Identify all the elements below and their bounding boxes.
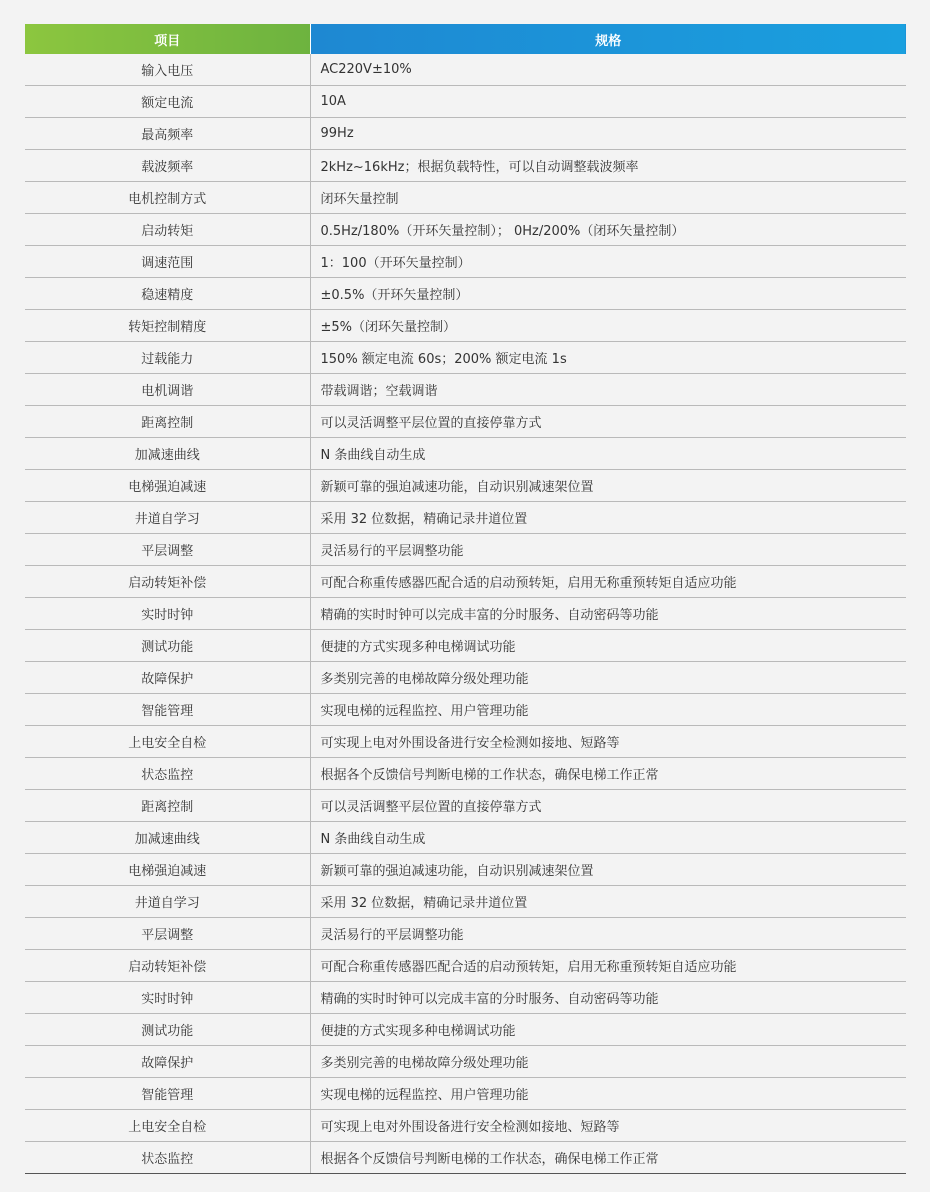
item-cell: 额定电流 (25, 86, 310, 118)
table-row (25, 918, 906, 950)
item-cell: 调速范围 (25, 246, 310, 278)
spec-table (25, 24, 906, 1174)
table-row (25, 1046, 906, 1078)
spec-cell: 10A (310, 86, 906, 118)
spec-cell: 0.5Hz/180%（开环矢量控制）； 0Hz/200%（闭环矢量控制） (310, 214, 906, 246)
item-cell: 电机调谐 (25, 374, 310, 406)
item-cell: 故障保护 (25, 662, 310, 694)
table-row (25, 118, 906, 150)
item-cell: 状态监控 (25, 758, 310, 790)
table-row (25, 310, 906, 342)
spec-cell: ±5%（闭环矢量控制） (310, 310, 906, 342)
table-row (25, 982, 906, 1014)
item-cell: 测试功能 (25, 630, 310, 662)
item-cell: 启动转矩补偿 (25, 566, 310, 598)
table-row (25, 758, 906, 790)
spec-cell: 可以灵活调整平层位置的直接停靠方式 (310, 406, 906, 438)
table-row (25, 726, 906, 758)
spec-cell: 便捷的方式实现多种电梯调试功能 (310, 1014, 906, 1046)
item-cell: 启动转矩 (25, 214, 310, 246)
table-row (25, 694, 906, 726)
table-row (25, 246, 906, 278)
item-cell: 井道自学习 (25, 502, 310, 534)
item-cell: 测试功能 (25, 1014, 310, 1046)
table-row (25, 790, 906, 822)
spec-cell: 根据各个反馈信号判断电梯的工作状态，确保电梯工作正常 (310, 758, 906, 790)
table-body (25, 54, 906, 1174)
table-row (25, 342, 906, 374)
spec-cell: 灵活易行的平层调整功能 (310, 534, 906, 566)
spec-cell: 1：100（开环矢量控制） (310, 246, 906, 278)
table-row (25, 886, 906, 918)
item-cell: 实时时钟 (25, 598, 310, 630)
table-row (25, 534, 906, 566)
spec-cell: 新颖可靠的强迫减速功能，自动识别减速架位置 (310, 470, 906, 502)
table-row (25, 470, 906, 502)
table-row (25, 406, 906, 438)
spec-cell: 多类别完善的电梯故障分级处理功能 (310, 1046, 906, 1078)
table-row (25, 566, 906, 598)
table-row (25, 822, 906, 854)
table-row (25, 86, 906, 118)
spec-cell: 采用 32 位数据，精确记录井道位置 (310, 886, 906, 918)
item-cell: 距离控制 (25, 790, 310, 822)
item-cell: 加减速曲线 (25, 822, 310, 854)
table-row (25, 1078, 906, 1110)
spec-cell: 闭环矢量控制 (310, 182, 906, 214)
spec-cell: N 条曲线自动生成 (310, 822, 906, 854)
spec-cell: N 条曲线自动生成 (310, 438, 906, 470)
table-row (25, 1110, 906, 1142)
spec-cell: 新颖可靠的强迫减速功能，自动识别减速架位置 (310, 854, 906, 886)
spec-cell: 精确的实时时钟可以完成丰富的分时服务、自动密码等功能 (310, 982, 906, 1014)
item-cell: 距离控制 (25, 406, 310, 438)
table-row (25, 598, 906, 630)
table-header (25, 24, 906, 54)
table-row (25, 374, 906, 406)
table-row (25, 150, 906, 182)
table-row (25, 854, 906, 886)
item-cell: 状态监控 (25, 1142, 310, 1174)
spec-cell: 采用 32 位数据，精确记录井道位置 (310, 502, 906, 534)
table-row (25, 1142, 906, 1174)
item-cell: 智能管理 (25, 1078, 310, 1110)
table-row (25, 662, 906, 694)
spec-cell: 带载调谐；空载调谐 (310, 374, 906, 406)
spec-cell: 可实现上电对外围设备进行安全检测如接地、短路等 (310, 726, 906, 758)
item-cell: 稳速精度 (25, 278, 310, 310)
spec-cell: 99Hz (310, 118, 906, 150)
item-cell: 载波频率 (25, 150, 310, 182)
column-header-item: 项目 (25, 24, 310, 54)
item-cell: 实时时钟 (25, 982, 310, 1014)
spec-cell: 可配合称重传感器匹配合适的启动预转矩，启用无称重预转矩自适应功能 (310, 950, 906, 982)
item-cell: 井道自学习 (25, 886, 310, 918)
spec-cell: 2kHz~16kHz；根据负载特性，可以自动调整载波频率 (310, 150, 906, 182)
item-cell: 智能管理 (25, 694, 310, 726)
spec-cell: 多类别完善的电梯故障分级处理功能 (310, 662, 906, 694)
table-row (25, 950, 906, 982)
item-cell: 最高频率 (25, 118, 310, 150)
item-cell: 转矩控制精度 (25, 310, 310, 342)
spec-cell: 150% 额定电流 60s；200% 额定电流 1s (310, 342, 906, 374)
table-row (25, 278, 906, 310)
item-cell: 加减速曲线 (25, 438, 310, 470)
item-cell: 上电安全自检 (25, 726, 310, 758)
table-row (25, 438, 906, 470)
table-row (25, 502, 906, 534)
item-cell: 电机控制方式 (25, 182, 310, 214)
spec-cell: 实现电梯的远程监控、用户管理功能 (310, 1078, 906, 1110)
item-cell: 启动转矩补偿 (25, 950, 310, 982)
table-row (25, 214, 906, 246)
item-cell: 电梯强迫减速 (25, 854, 310, 886)
spec-cell: 便捷的方式实现多种电梯调试功能 (310, 630, 906, 662)
item-cell: 上电安全自检 (25, 1110, 310, 1142)
item-cell: 故障保护 (25, 1046, 310, 1078)
column-header-spec: 规格 (310, 24, 906, 54)
table-row (25, 630, 906, 662)
spec-cell: 可实现上电对外围设备进行安全检测如接地、短路等 (310, 1110, 906, 1142)
item-cell: 输入电压 (25, 54, 310, 86)
spec-cell: AC220V±10% (310, 54, 906, 86)
item-cell: 电梯强迫减速 (25, 470, 310, 502)
item-cell: 平层调整 (25, 918, 310, 950)
header-row (25, 24, 906, 54)
table-row (25, 182, 906, 214)
spec-cell: 精确的实时时钟可以完成丰富的分时服务、自动密码等功能 (310, 598, 906, 630)
spec-cell: 可配合称重传感器匹配合适的启动预转矩，启用无称重预转矩自适应功能 (310, 566, 906, 598)
table-row (25, 1014, 906, 1046)
spec-cell: 实现电梯的远程监控、用户管理功能 (310, 694, 906, 726)
table-row (25, 54, 906, 86)
item-cell: 过载能力 (25, 342, 310, 374)
spec-cell: 可以灵活调整平层位置的直接停靠方式 (310, 790, 906, 822)
spec-cell: 根据各个反馈信号判断电梯的工作状态，确保电梯工作正常 (310, 1142, 906, 1174)
spec-cell: 灵活易行的平层调整功能 (310, 918, 906, 950)
spec-cell: ±0.5%（开环矢量控制） (310, 278, 906, 310)
item-cell: 平层调整 (25, 534, 310, 566)
